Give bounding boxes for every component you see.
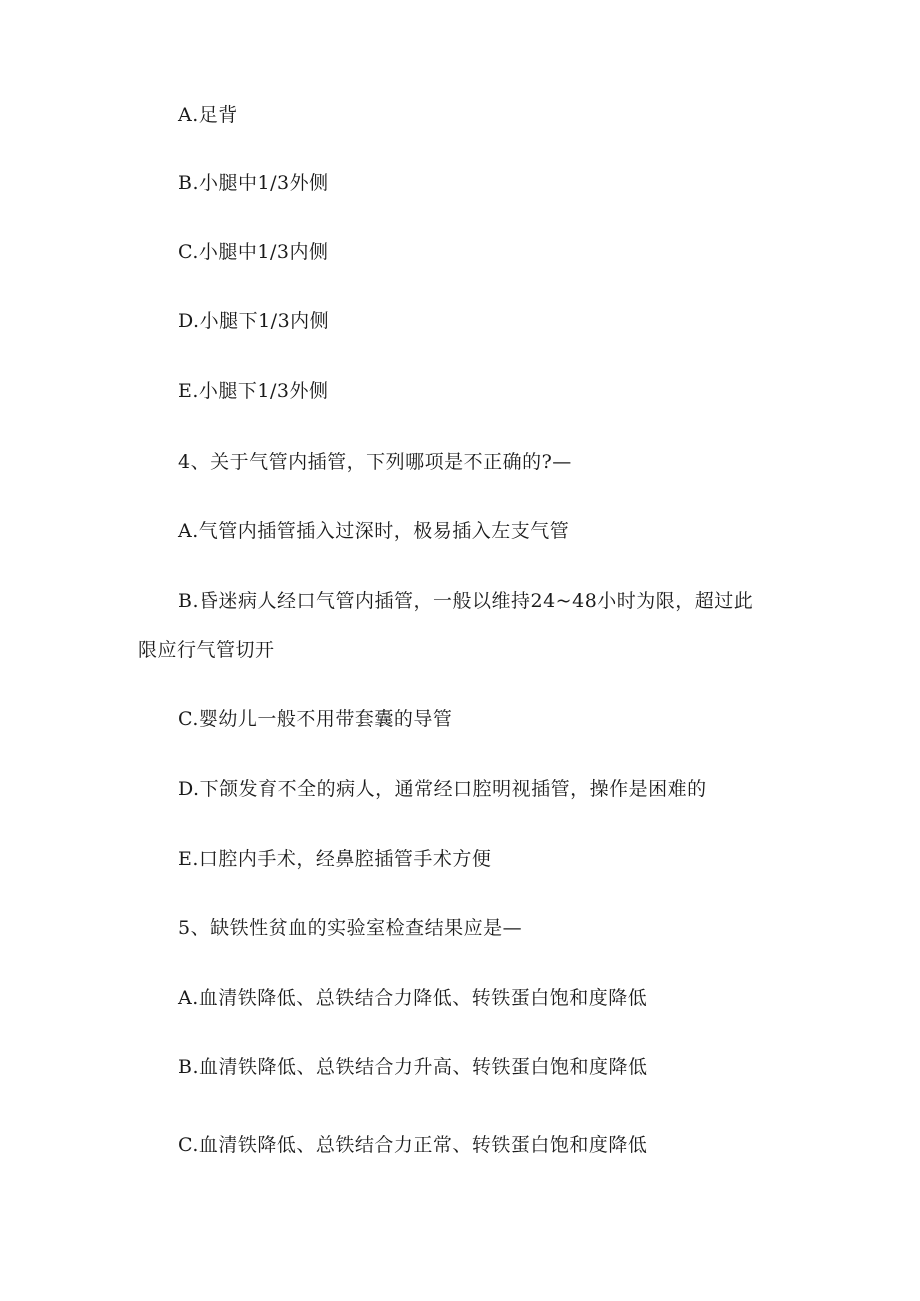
option-line: E.小腿下1/3外侧 xyxy=(178,380,329,402)
option-continuation-line: 限应行气管切开 xyxy=(138,639,275,661)
option-line: C.血清铁降低、总铁结合力正常、转铁蛋白饱和度降低 xyxy=(178,1134,648,1156)
option-line: A.血清铁降低、总铁结合力降低、转铁蛋白饱和度降低 xyxy=(178,987,648,1009)
question-line: 5、缺铁性贫血的实验室检查结果应是— xyxy=(178,917,523,939)
option-line: C.小腿中1/3内侧 xyxy=(178,241,329,263)
option-line: B.昏迷病人经口气管内插管，一般以维持24~48小时为限，超过此 xyxy=(178,590,754,612)
option-line: B.小腿中1/3外侧 xyxy=(178,172,329,194)
option-line: C.婴幼儿一般不用带套囊的导管 xyxy=(178,708,453,730)
option-line: A.足背 xyxy=(178,104,238,126)
option-line: B.血清铁降低、总铁结合力升高、转铁蛋白饱和度降低 xyxy=(178,1056,648,1078)
option-line: A.气管内插管插入过深时，极易插入左支气管 xyxy=(178,520,570,542)
option-line: E.口腔内手术，经鼻腔插管手术方便 xyxy=(178,848,492,870)
option-line: D.小腿下1/3内侧 xyxy=(178,310,330,332)
option-line: D.下颌发育不全的病人，通常经口腔明视插管，操作是困难的 xyxy=(178,778,707,800)
question-line: 4、关于气管内插管，下列哪项是不正确的?— xyxy=(178,451,572,473)
